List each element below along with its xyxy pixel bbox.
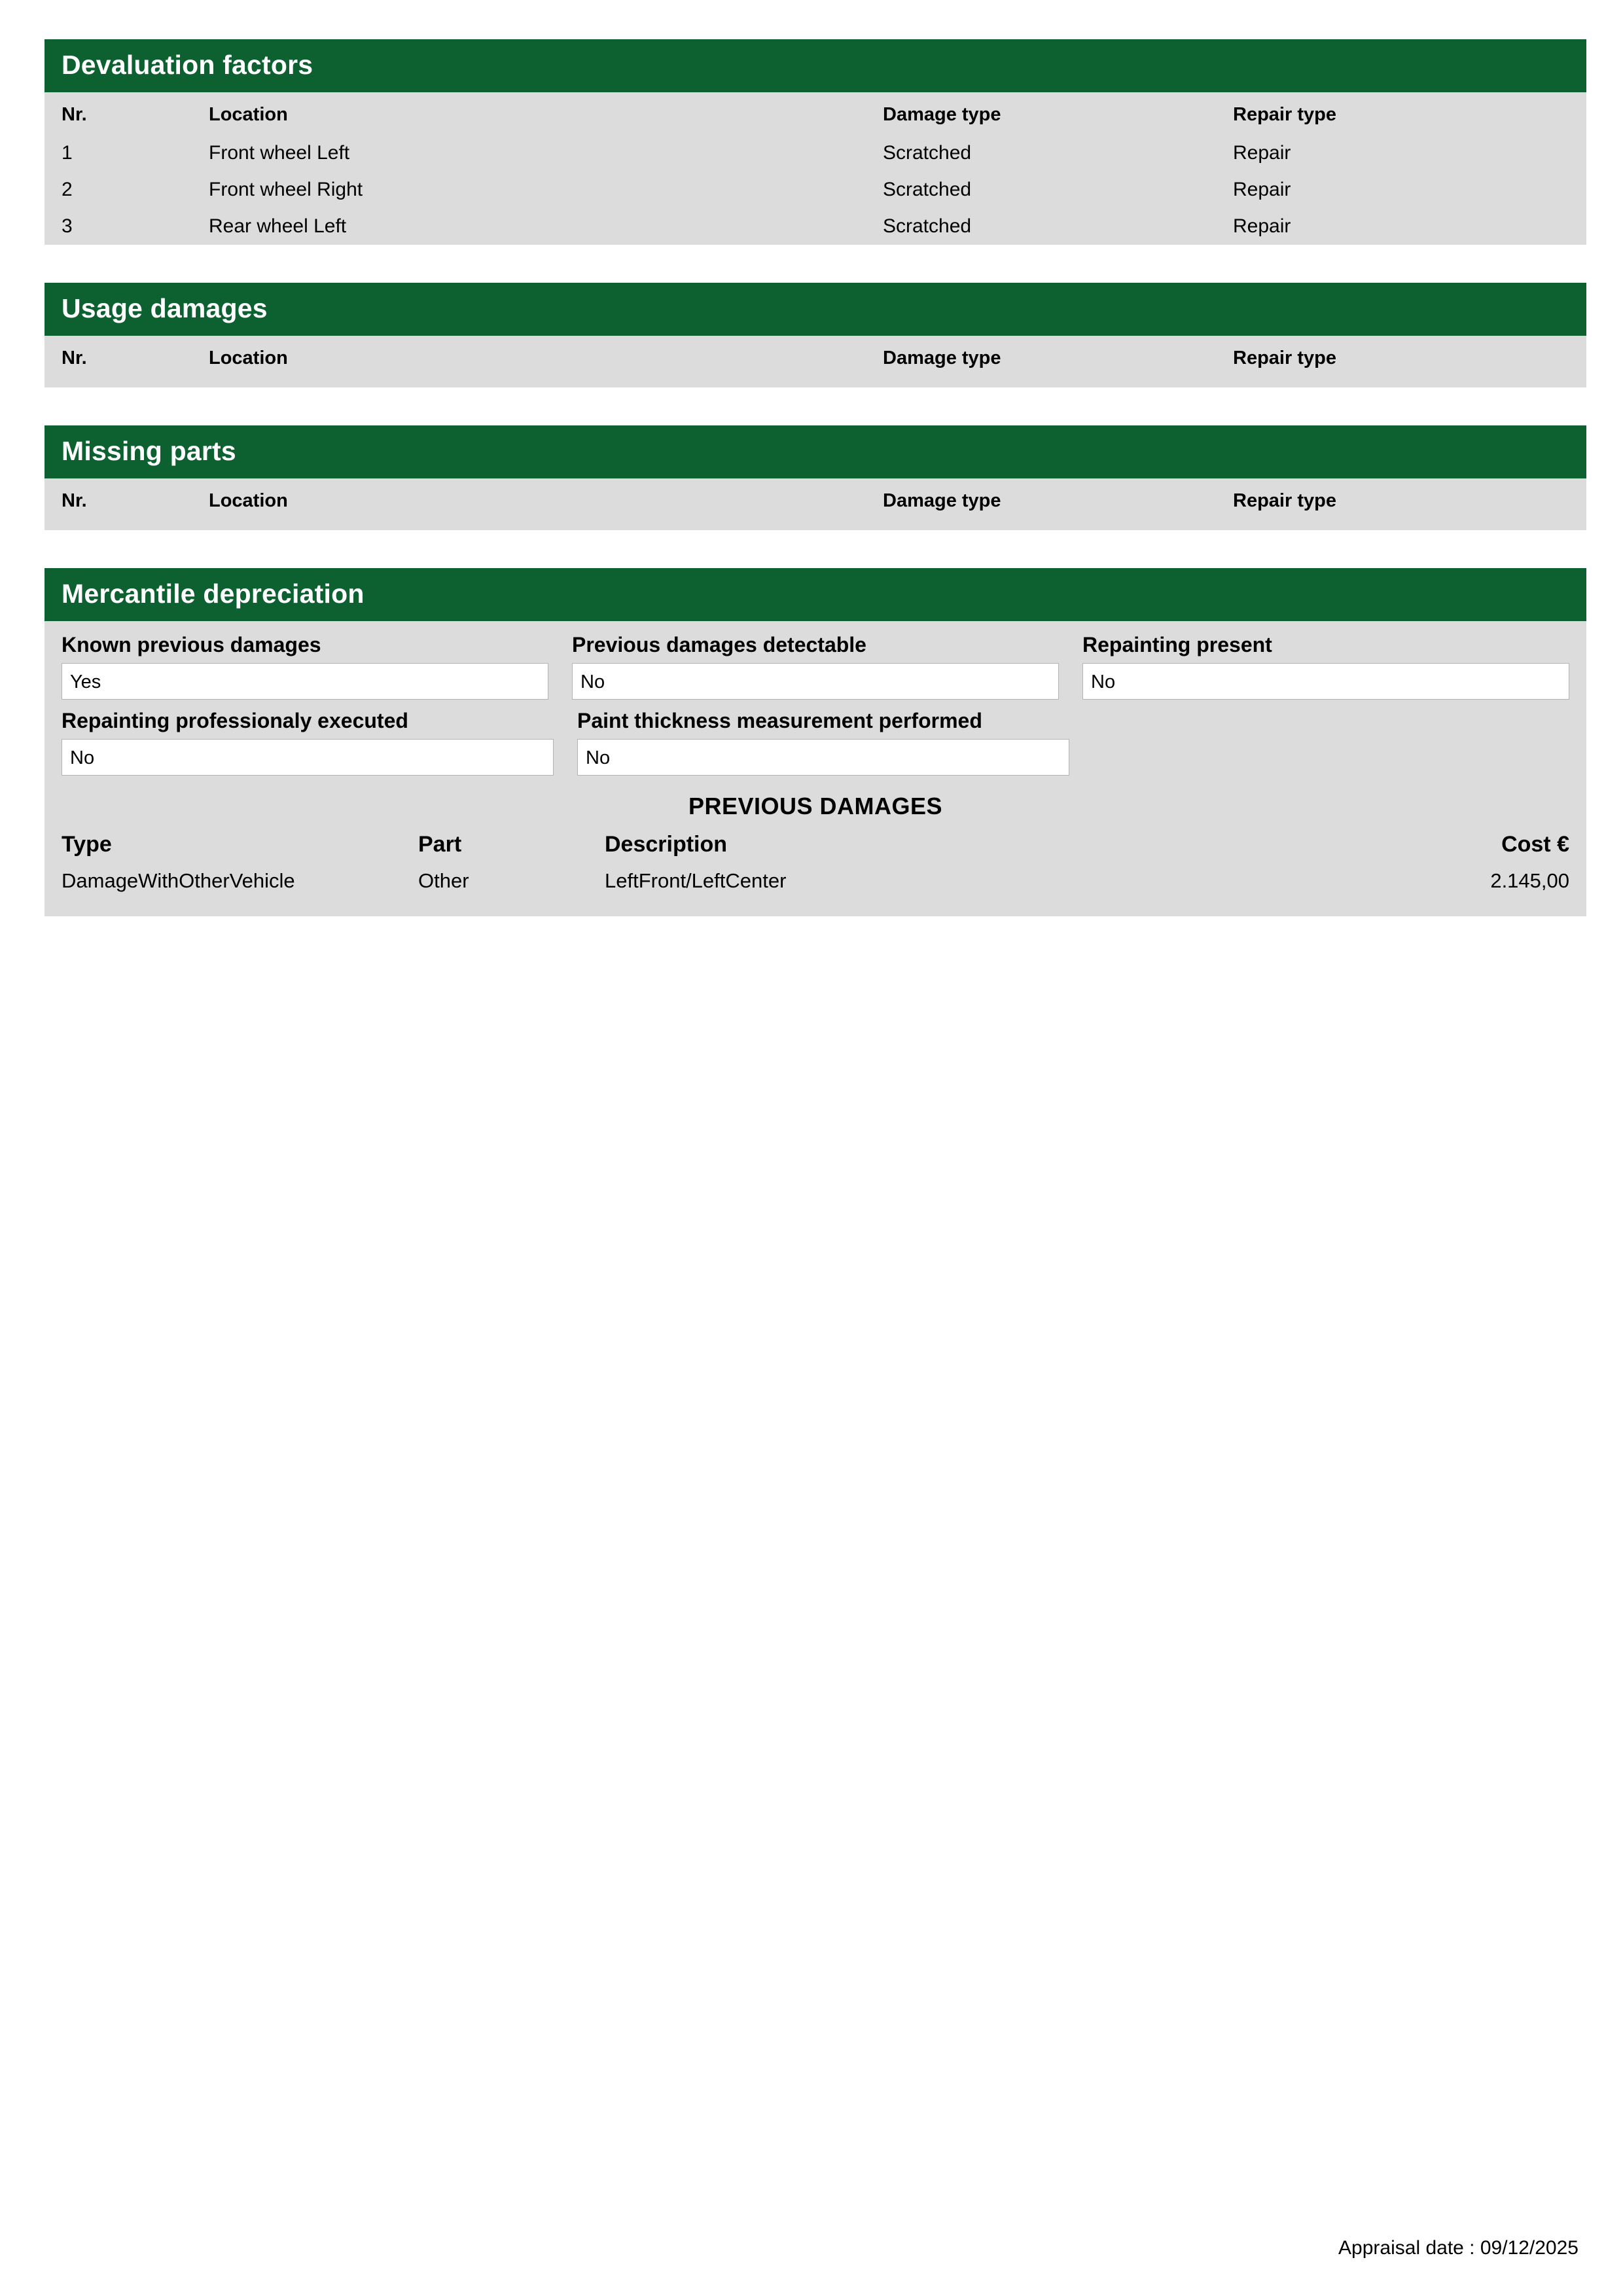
section-title-missing-parts: Missing parts [45, 425, 1586, 478]
previous-damages-table [62, 828, 1569, 899]
column-header-damage-type: Damage type [883, 104, 1001, 125]
field-label-previous-damages-detectable: Previous damages detectable [572, 633, 866, 656]
previous-damages-title: PREVIOUS DAMAGES [688, 793, 943, 819]
section-body-usage-damages [45, 336, 1586, 387]
column-header-damage-type: Damage type [883, 490, 1001, 511]
usage-damages-table [45, 336, 1586, 378]
column-header-damage-type: Damage type [883, 348, 1001, 368]
field-paint-thickness-measurement-performed [577, 709, 1069, 776]
cell-repair-type: Repair [1233, 179, 1291, 200]
column-header-cost: Cost € [1501, 832, 1569, 857]
column-header-description: Description [605, 832, 728, 857]
table-header-row [45, 478, 1586, 521]
table-header-row [45, 92, 1586, 135]
field-label-repainting-professionaly-executed: Repainting professionaly executed [62, 709, 408, 732]
cell-cost: 2.145,00 [1490, 869, 1569, 892]
cell-repair-type: Repair [1233, 215, 1291, 237]
cell-location: Front wheel Right [209, 179, 363, 200]
section-mercantile-depreciation [45, 568, 1586, 916]
table-row [45, 171, 1586, 208]
table-header-row [62, 828, 1569, 867]
column-header-location: Location [209, 490, 288, 511]
field-value-known-previous-damages[interactable]: Yes [62, 663, 548, 700]
cell-description: LeftFront/LeftCenter [605, 869, 787, 892]
missing-parts-table [45, 478, 1586, 521]
cell-location: Front wheel Left [209, 142, 350, 164]
column-header-nr: Nr. [62, 104, 87, 125]
section-title-mercantile-depreciation: Mercantile depreciation [45, 568, 1586, 621]
cell-type: DamageWithOtherVehicle [62, 869, 295, 892]
cell-part: Other [418, 869, 469, 892]
column-header-repair-type: Repair type [1233, 490, 1336, 511]
column-header-nr: Nr. [62, 490, 87, 511]
table-row [45, 135, 1586, 171]
field-repainting-professionaly-executed [62, 709, 554, 776]
cell-nr: 2 [62, 179, 73, 200]
column-header-repair-type: Repair type [1233, 104, 1336, 125]
column-header-repair-type: Repair type [1233, 348, 1336, 368]
field-value-paint-thickness-measurement-performed[interactable]: No [577, 739, 1069, 776]
section-body-devaluation-factors [45, 92, 1586, 245]
appraisal-date-footer: Appraisal date : 09/12/2025 [1338, 2237, 1578, 2259]
field-repainting-present [1082, 633, 1569, 700]
field-value-repainting-present[interactable]: No [1082, 663, 1569, 700]
field-label-repainting-present: Repainting present [1082, 633, 1272, 656]
field-value-repainting-professionaly-executed[interactable]: No [62, 739, 554, 776]
section-title-devaluation-factors: Devaluation factors [45, 39, 1586, 92]
cell-damage-type: Scratched [883, 142, 972, 164]
mercantile-field-row-2 [62, 709, 1569, 776]
mercantile-field-row-1 [62, 633, 1569, 700]
field-value-previous-damages-detectable[interactable]: No [572, 663, 1059, 700]
section-title-usage-damages: Usage damages [45, 283, 1586, 336]
table-header-row [45, 336, 1586, 378]
field-label-paint-thickness-measurement-performed: Paint thickness measurement performed [577, 709, 982, 732]
section-devaluation-factors [45, 39, 1586, 245]
section-missing-parts [45, 425, 1586, 530]
section-body-mercantile-depreciation [45, 621, 1586, 916]
cell-nr: 3 [62, 215, 73, 237]
column-header-nr: Nr. [62, 348, 87, 368]
cell-location: Rear wheel Left [209, 215, 347, 237]
section-body-missing-parts [45, 478, 1586, 530]
section-usage-damages [45, 283, 1586, 387]
field-label-known-previous-damages: Known previous damages [62, 633, 321, 656]
column-header-part: Part [418, 832, 462, 857]
column-header-location: Location [209, 348, 288, 368]
column-header-location: Location [209, 104, 288, 125]
column-header-type: Type [62, 832, 112, 857]
cell-nr: 1 [62, 142, 73, 164]
devaluation-table [45, 92, 1586, 245]
table-row [45, 208, 1586, 245]
cell-damage-type: Scratched [883, 215, 972, 237]
cell-damage-type: Scratched [883, 179, 972, 200]
field-known-previous-damages [62, 633, 548, 700]
field-previous-damages-detectable [572, 633, 1059, 700]
table-row [62, 867, 1569, 899]
cell-repair-type: Repair [1233, 142, 1291, 164]
